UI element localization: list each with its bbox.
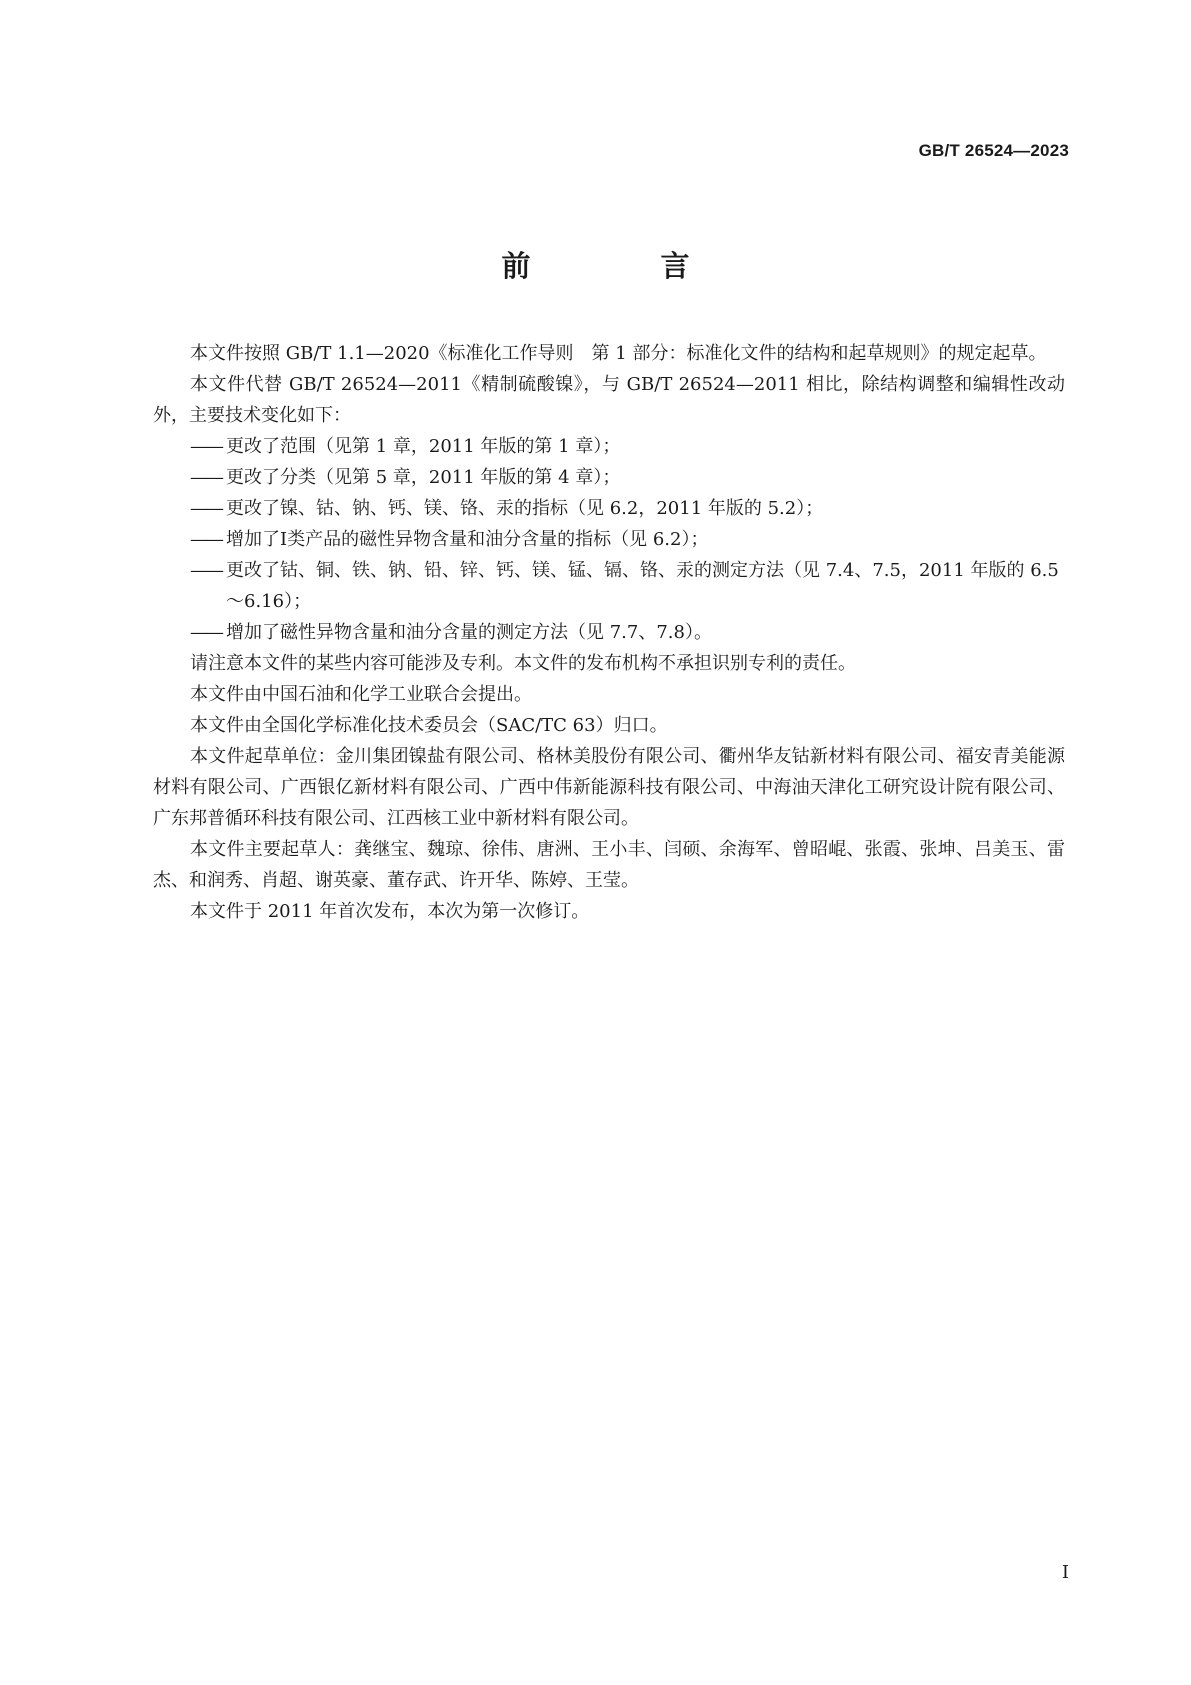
dash-marker: —— <box>190 436 222 457</box>
change-item <box>153 431 1065 462</box>
dash-marker: —— <box>190 622 222 643</box>
change-item <box>153 555 1065 617</box>
dash-marker: —— <box>190 467 222 488</box>
paragraph-patent-notice: 请注意本文件的某些内容可能涉及专利。本文件的发布机构不承担识别专利的责任。 <box>190 653 856 674</box>
standard-code: GB/T 26524—2023 <box>918 141 1069 160</box>
change-item-text: 更改了钴、铜、铁、钠、铅、锌、钙、镁、锰、镉、铬、汞的测定方法（见 7.4、7.5，2011 年版的 6.5～6.16）； <box>226 560 1059 612</box>
change-item-text: 更改了分类（见第 5 章，2011 年版的第 4 章）； <box>226 467 621 488</box>
change-item <box>153 493 1065 524</box>
dash-marker: —— <box>190 560 222 581</box>
paragraph-drafting-units: 本文件起草单位：金川集团镍盐有限公司、格林美股份有限公司、衢州华友钴新材料有限公司、福安青美能源材料有限公司、广西银亿新材料有限公司、广西中伟新能源科技有限公司、中海油天津化工研究设计院有限公司、广东邦普循环科技有限公司、江西核工业中新材料有限公司。 <box>153 746 1065 829</box>
document-body <box>153 338 1065 927</box>
dash-marker: —— <box>190 498 222 519</box>
paragraph-drafters: 本文件主要起草人：龚继宝、魏琼、徐伟、唐洲、王小丰、闫硕、余海军、曾昭崐、张霞、张坤、吕美玉、雷杰、和润秀、肖超、谢英豪、董存武、许开华、陈婷、王莹。 <box>153 839 1065 891</box>
paragraph-proposer: 本文件由中国石油和化学工业联合会提出。 <box>190 684 532 705</box>
paragraph-drafting-rules: 本文件按照 GB/T 1.1—2020《标准化工作导则 第 1 部分：标准化文件的结构和起草规则》的规定起草。 <box>190 343 1047 364</box>
change-item-text: 增加了Ⅰ类产品的磁性异物含量和油分含量的指标（见 6.2）； <box>226 529 709 550</box>
change-item-text: 增加了磁性异物含量和油分含量的测定方法（见 7.7、7.8）。 <box>226 622 712 643</box>
change-item <box>153 617 1065 648</box>
page-title: 前 言 <box>501 249 750 283</box>
paragraph-committee: 本文件由全国化学标准化技术委员会（SAC/TC 63）归口。 <box>190 715 668 736</box>
change-item-text: 更改了范围（见第 1 章，2011 年版的第 1 章）； <box>226 436 621 457</box>
paragraph-replacement: 本文件代替 GB/T 26524—2011《精制硫酸镍》，与 GB/T 26524—2011 相比，除结构调整和编辑性改动外，主要技术变化如下： <box>153 374 1065 426</box>
change-item-text: 更改了镍、钴、钠、钙、镁、铬、汞的指标（见 6.2，2011 年版的 5.2）； <box>226 498 824 519</box>
dash-marker: —— <box>190 529 222 550</box>
change-item <box>153 524 1065 555</box>
change-item <box>153 462 1065 493</box>
paragraph-history: 本文件于 2011 年首次发布，本次为第一次修订。 <box>190 901 590 922</box>
page-number: Ⅰ <box>1061 1562 1069 1582</box>
